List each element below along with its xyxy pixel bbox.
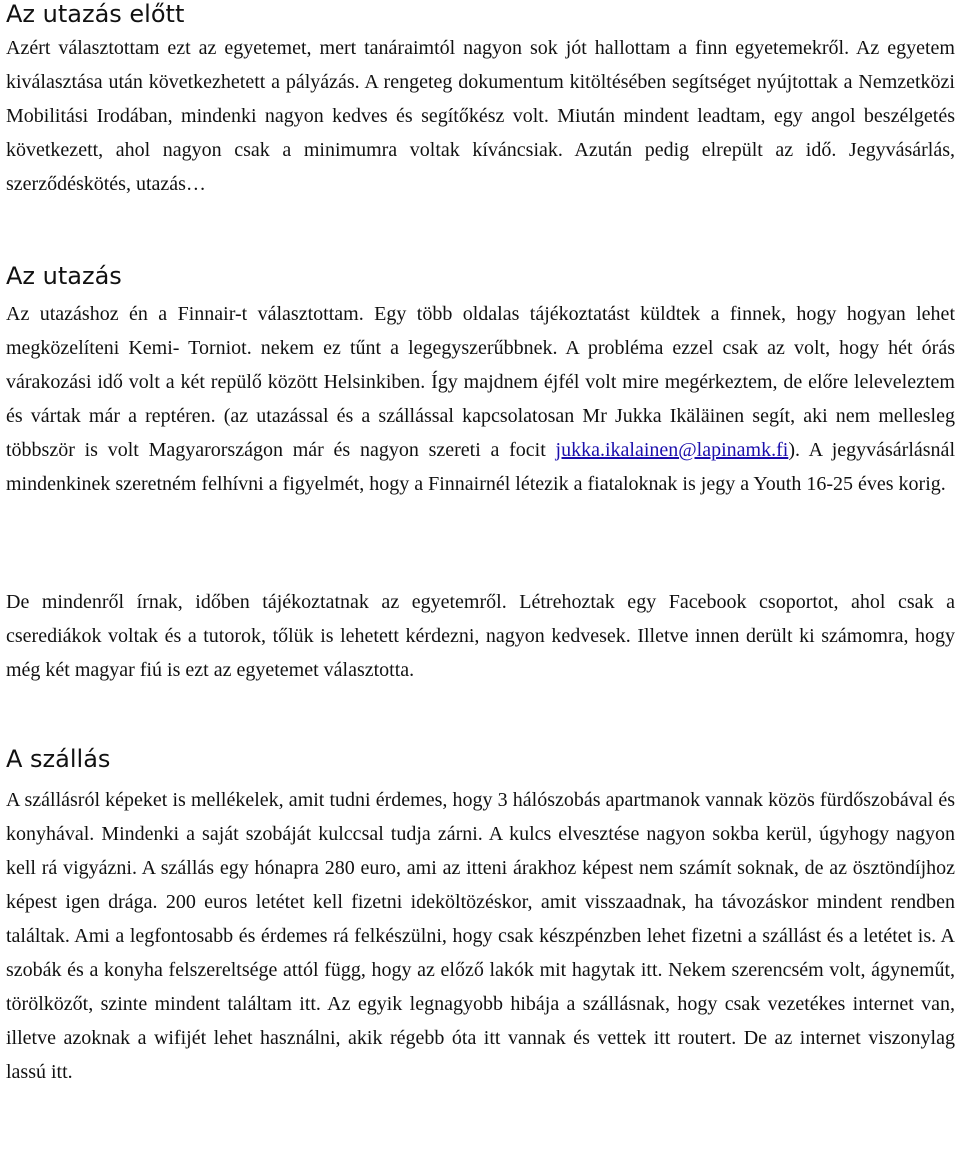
paragraph-facebook-group: De mindenről írnak, időben tájékoztatnak az egyetemről. Létrehoztak egy Facebook csoportot, ahol csak a cserediákok voltak és a tutorok, tőlük is lehetett kérdezni, nagyon kedvesek. Illetve innen derült ki számomra, hogy még két magyar fiú is ezt az egyetemet választotta. — [6, 591, 955, 681]
heading-before-travel: Az utazás előtt — [6, 0, 185, 28]
email-link[interactable]: jukka.ikalainen@lapinamk.fi — [555, 439, 789, 461]
heading-accommodation: A szállás — [6, 745, 111, 773]
paragraph-before-travel: Azért választottam ezt az egyetemet, mert tanáraimtól nagyon sok jót hallottam a finn egyetemekről. Az egyetem kiválasztása után következhetett a pályázás. A rengeteg dokumentum kitöltésében segítséget nyújtottak a Nemzetközi Mobilitási Irodában, mindenki nagyon kedves és segítőkész volt. Miután mindent leadtam, egy angol beszélgetés következett, ahol nagyon csak a minimumra voltak kíváncsiak. Azután pedig elrepült az idő. Jegyvásárlás, szerződéskötés, utazás… — [6, 37, 955, 195]
travel-text-before-link: Az utazáshoz én a Finnair-t választottam. Egy több oldalas tájékoztatást küldtek a finnek, hogy hogyan lehet megközelíteni Kemi- Torniot. nekem ez tűnt a legegyszerűbbnek. A probléma ezzel csak az volt, hogy hét órás várakozási idő volt a két repülő között Helsinkiben. Így majdnem éjfél volt mire megérkeztem, de előre leleveleztem és vártak már a reptéren. (az utazással és a szállással kapcsolatosan Mr Jukka Ikäläinen segít, aki nem mellesleg többször is volt Magyarországon már és nagyon szereti a focit — [6, 303, 955, 461]
heading-travel: Az utazás — [6, 262, 122, 290]
paragraph-accommodation: A szállásról képeket is mellékelek, amit tudni érdemes, hogy 3 hálószobás apartmanok vannak közös fürdőszobával és konyhával. Mindenki a saját szobáját kulccsal tudja zárni. A kulcs elvesztése nagyon sokba kerül, úgyhogy nagyon kell rá vigyázni. A szállás egy hónapra 280 euro, ami az itteni árakhoz képest nem számít soknak, de az ösztöndíjhoz képest igen drága. 200 euros letétet kell fizetni ideköltözéskor, amit visszaadnak, ha távozáskor mindent rendben találtak. Ami a legfontosabb és érdemes rá felkészülni, hogy csak készpénzben lehet fizetni a szállást és a letétet is. A szobák és a konyha felszereltsége attól függ, hogy az előző lakók mit hagytak itt. Nekem szerencsém volt, ágyneműt, törölközőt, szinte mindent találtam itt. Az egyik legnagyobb hibája a szállásnak, hogy csak vezetékes internet van, illetve azoknak a wifijét lehet használni, akik régebb óta itt vannak és vettek itt routert. De az internet viszonylag lassú itt. — [6, 789, 955, 1083]
travel-text-after-link: ). A jegyvásárlásnál mindenkinek szeretném felhívni a figyelmét, hogy a Finnairnél létezik a fiataloknak is jegy a Youth 16-25 éves korig. — [6, 439, 955, 495]
paragraph-travel — [6, 297, 955, 501]
